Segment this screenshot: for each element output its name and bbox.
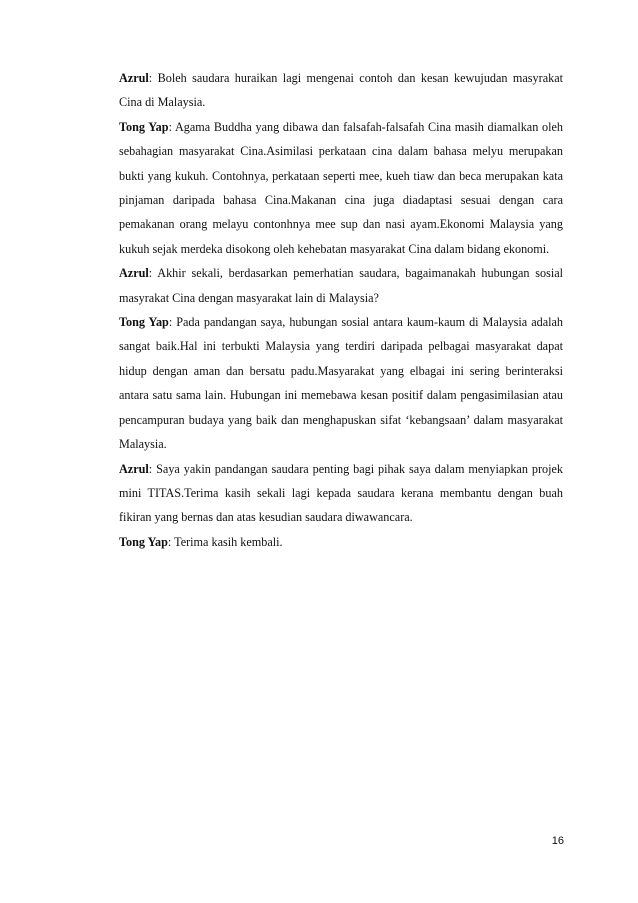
- dialogue-text: Agama Buddha yang dibawa dan falsafah-falsafah Cina masih diamalkan oleh sebahagian masyarakat Cina.Asimilasi perkataan cina dalam bahasa melyu merupakan bukti yang kukuh. Contohnya, perkataan seperti mee, kueh tiaw dan beca merupakan kata pinjaman daripada bahasa Cina.Makanan cina juga diadaptasi sesuai dengan cara pemakanan orang melayu contonhnya mee sup dan nasi ayam.Ekonomi Malaysia yang kukuh sejak merdeka disokong oleh kehebatan masyarakat Cina dalam bidang ekonomi.: [119, 119, 563, 256]
- speaker-name: Azrul: [119, 266, 149, 281]
- speaker-separator: :: [168, 119, 175, 134]
- speaker-separator: :: [148, 461, 157, 476]
- speaker-separator: :: [148, 71, 158, 85]
- speaker-name: Tong Yap: [119, 119, 169, 134]
- dialogue-text: Boleh saudara huraikan lagi mengenai contoh dan kesan kewujudan masyrakat Cina di Malaysia.: [119, 71, 564, 110]
- dialogue-text: Pada pandangan saya, hubungan sosial antara kaum-kaum di Malaysia adalah sangat baik.Hal ini terbukti Malaysia yang terdiri daripada pelbagai masyarakat dapat hidup dengan aman dan bersatu padu.Masyarakat yang elbagai ini sering berinteraksi antara satu sama lain. Hubungan ini memebawa kesan positif dalam pengasimilasian atau pencampuran budaya yang baik dan menghapuskan sifat ‘kebangsaan’ dalam masyarakat Malaysia.: [119, 315, 563, 452]
- interview-transcript: [119, 66, 563, 554]
- dialogue-paragraph-tong-yap-3: [119, 530, 563, 554]
- speaker-separator: :: [167, 534, 175, 549]
- dialogue-text: Terima kasih kembali.: [174, 534, 283, 549]
- speaker-name: Tong Yap: [119, 534, 168, 549]
- speaker-name: Azrul: [119, 71, 149, 85]
- dialogue-paragraph-tong-yap-2: [119, 310, 563, 456]
- page-number: 16: [551, 835, 564, 847]
- dialogue-paragraph-azrul-1: [119, 66, 563, 115]
- dialogue-paragraph-azrul-3: [119, 457, 563, 530]
- speaker-separator: :: [148, 266, 158, 281]
- dialogue-paragraph-azrul-2: [119, 261, 563, 310]
- speaker-separator: :: [168, 315, 177, 330]
- speaker-name: Azrul: [119, 461, 149, 476]
- dialogue-text: Saya yakin pandangan saudara penting bagi pihak saya dalam menyiapkan projek mini TITAS.Terima kasih sekali lagi kepada saudara kerana membantu dengan buah fikiran yang bernas dan atas kesudian saudara diwawancara.: [119, 461, 563, 525]
- speaker-name: Tong Yap: [119, 315, 169, 330]
- dialogue-text: Akhir sekali, berdasarkan pemerhatian saudara, bagaimanakah hubungan sosial masyrakat Cina dengan masyarakat lain di Malaysia?: [119, 266, 563, 305]
- dialogue-paragraph-tong-yap-1: [119, 115, 563, 261]
